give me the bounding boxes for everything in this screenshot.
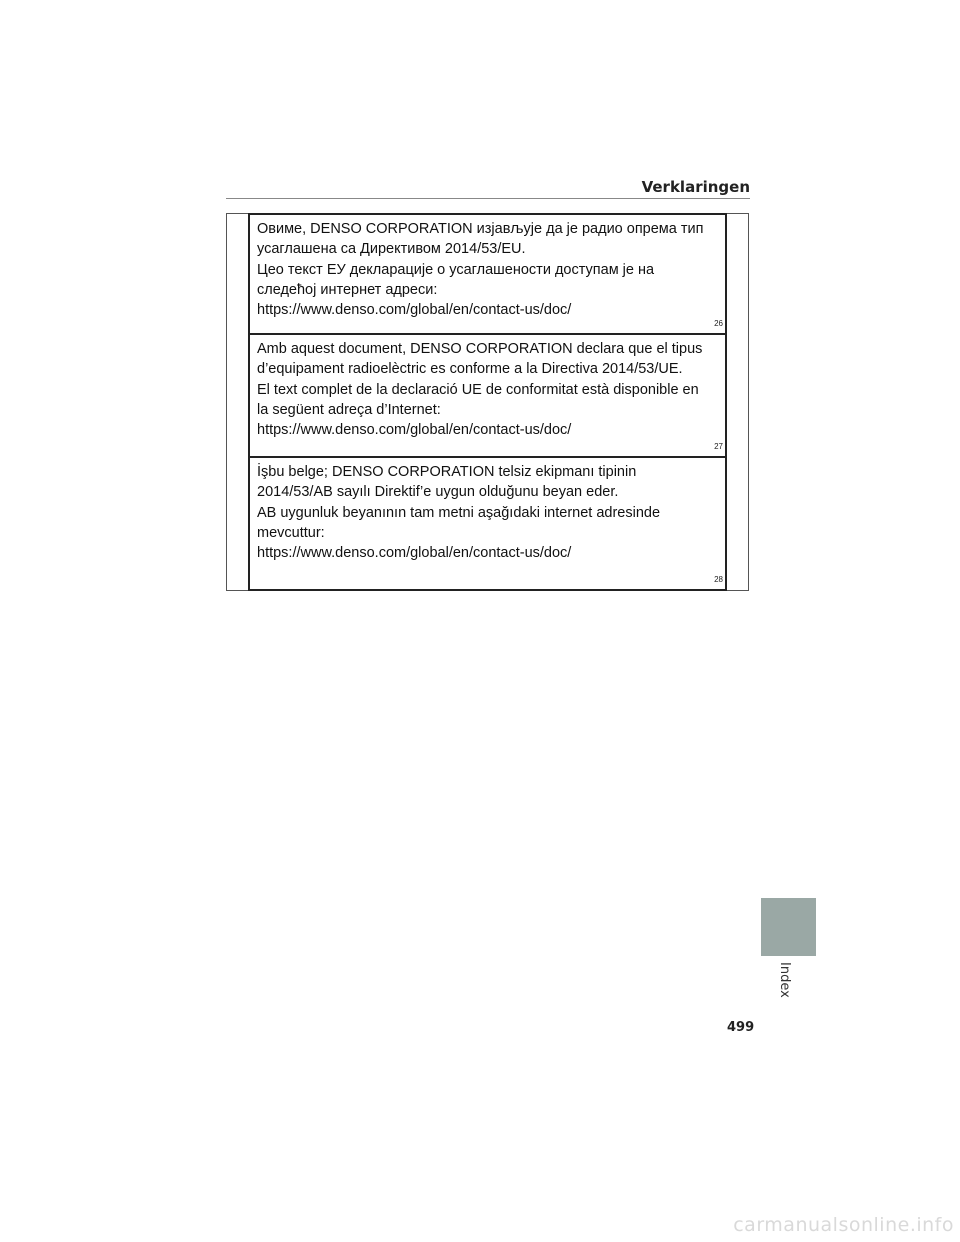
declaration-number: 28 — [714, 575, 723, 584]
page-number: 499 — [727, 1020, 755, 1035]
section-title: Verklaringen — [641, 178, 750, 196]
watermark: carmanualsonline.info — [733, 1214, 954, 1236]
declaration-number: 27 — [714, 442, 723, 451]
declaration-box-serbian — [248, 213, 727, 333]
index-tab[interactable] — [761, 898, 816, 956]
declaration-number: 26 — [714, 319, 723, 328]
declaration-text: Овиме, DENSO CORPORATION изјављује да је радио опрема тип усаглашена са Директивом 2014/53/EU. Цео текст ЕУ декларације о усаглашености доступам је на следећој интернет адреси: https://www.denso.com/global/en/contact-us/doc/ — [257, 221, 704, 319]
header-divider — [226, 198, 750, 199]
declaration-box-turkish — [248, 456, 727, 591]
declaration-box-catalan — [248, 333, 727, 456]
declaration-text: Amb aquest document, DENSO CORPORATION declara que el tipus d’equipament radioelèctric es conforme a la Directiva 2014/53/UE. El text complet de la declaració UE de conformitat està disponible en la següent adreça d’Internet: https://www.denso.com/global/en/contact-us/doc/ — [257, 341, 703, 439]
declaration-text: İşbu belge; DENSO CORPORATION telsiz ekipmanı tipinin 2014/53/AB sayılı Direktif’e uygun olduğunu beyan eder. AB uygunluk beyanının tam metni aşağıdaki internet adresinde mevcuttur: https://www.denso.com/global/en/contact-us/doc/ — [257, 464, 661, 562]
index-tab-label: Index — [777, 962, 792, 998]
